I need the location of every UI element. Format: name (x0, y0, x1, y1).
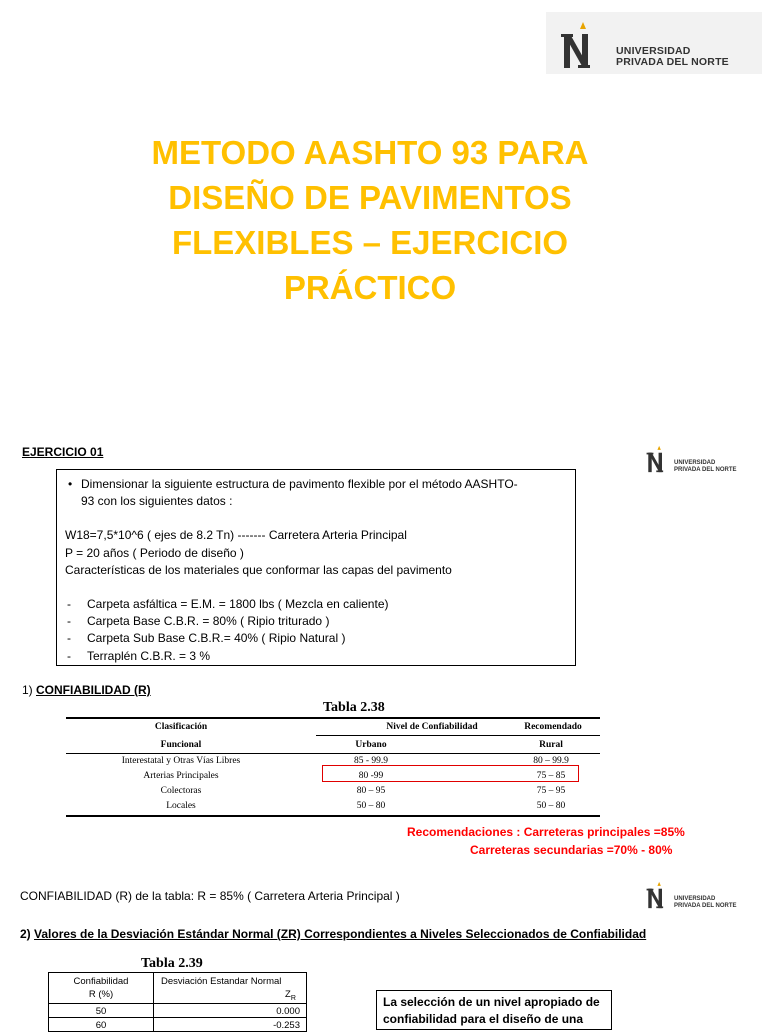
cell-urbano: 50 – 80 (356, 801, 386, 811)
header-desviacion: Desviación Estandar Normal (161, 976, 282, 987)
recommendation-line-2: Carreteras secundarias =70% - 80% (470, 843, 673, 857)
cell-rural: 80 – 99.9 (533, 756, 569, 766)
title-line-3: FLEXIBLES – EJERCICIO (171, 224, 569, 261)
title-line-4: PRÁCTICO (283, 269, 457, 306)
upn-n-logo-icon (646, 880, 670, 910)
header-nivel-confiabilidad: Nivel de Confiabilidad (386, 722, 478, 732)
header-rural: Rural (539, 740, 563, 750)
header-r-percent: R (%) (88, 989, 114, 1000)
table-2-38-title: Tabla 2.38 (323, 700, 385, 715)
header-z: Z (285, 989, 291, 1000)
university-logo-small (640, 876, 762, 916)
logo-line-2: PRIVADA DEL NORTE (616, 56, 729, 68)
arterias-principales-highlight (322, 765, 579, 782)
section-2-number: 2) (20, 927, 35, 941)
university-logo-text (674, 896, 737, 910)
section-1-number: 1) (22, 683, 37, 697)
statement-line-1: • Dimensionar la siguiente estructura de pavimento flexible por el método AASHTO- (81, 477, 518, 491)
period-line: P = 20 años ( Periodo de diseño ) (65, 545, 244, 560)
cell-clasificacion: Locales (166, 801, 196, 811)
cell-r: 50 (95, 1006, 107, 1017)
university-logo-small (640, 440, 762, 480)
header-confiabilidad: Confiabilidad (73, 976, 129, 987)
table-2-39 (48, 972, 307, 1032)
note-line-2: confiabilidad para el diseño de una (383, 1012, 584, 1026)
table-row (66, 786, 600, 799)
cell-clasificacion: Arterias Principales (143, 771, 219, 781)
cell-urbano: 85 - 99.9 (353, 756, 389, 766)
cell-r: 60 (95, 1020, 107, 1031)
upn-n-logo-icon (560, 20, 602, 70)
cell-rural: 50 – 80 (536, 801, 566, 811)
logo-line-1: UNIVERSIDAD (674, 896, 716, 902)
header-clasificacion: Clasificación (154, 722, 208, 732)
title-slide (0, 0, 768, 430)
materials-intro: Características de los materiales que conformar las capas del pavimento (65, 562, 452, 577)
university-logo-text (674, 460, 737, 474)
cell-z: 0.000 (276, 1006, 300, 1017)
header-recomendado: Recomendado (524, 722, 582, 732)
university-logo (546, 12, 762, 74)
layer-item: - Carpeta asfáltica = E.M. = 1800 lbs ( Mezcla en caliente) (65, 596, 567, 613)
exercise-statement (65, 476, 567, 510)
table-row (66, 801, 600, 814)
header-funcional: Funcional (160, 740, 202, 750)
university-logo-text (616, 46, 729, 68)
header-zr (285, 989, 296, 1002)
cell-urbano: 80 -99 (358, 771, 384, 781)
exercise-data-box (56, 469, 576, 666)
header-urbano: Urbano (355, 740, 387, 750)
section-2-heading (20, 927, 646, 941)
recommendation-line-1: Recomendaciones : Carreteras principales =85% (407, 825, 685, 839)
cell-rural: 75 – 85 (536, 771, 566, 781)
cell-rural: 75 – 95 (536, 786, 566, 796)
cell-urbano: 80 – 95 (356, 786, 386, 796)
layer-item: - Terraplén C.B.R. = 3 % (65, 648, 567, 665)
cell-clasificacion: Colectoras (160, 786, 202, 796)
logo-line-1: UNIVERSIDAD (674, 460, 716, 466)
section-1-heading (22, 683, 151, 697)
cell-z: -0.253 (273, 1020, 300, 1031)
exercise-heading: EJERCICIO 01 (22, 445, 104, 459)
presentation-title (120, 130, 620, 310)
logo-line-1: UNIVERSIDAD (616, 45, 691, 57)
header-z-sub: R (290, 994, 296, 1002)
upn-n-logo-icon (646, 444, 670, 474)
statement-line-2: 93 con los siguientes datos : (81, 494, 233, 509)
section-2-label: Valores de la Desviación Estándar Normal (ZR) Correspondientes a Niveles Seleccionados de Confiabilidad (34, 927, 647, 941)
layer-item: - Carpeta Sub Base C.B.R.= 40% ( Ripio Natural ) (65, 630, 567, 647)
logo-line-2: PRIVADA DEL NORTE (674, 467, 737, 473)
title-line-1: METODO AASHTO 93 PARA (151, 134, 589, 171)
cell-clasificacion: Interestatal y Otras Vías Libres (121, 756, 241, 766)
reliability-note-box (376, 990, 612, 1030)
section-1-label: CONFIABILIDAD (R) (36, 683, 151, 697)
confiabilidad-result: CONFIABILIDAD (R) de la tabla: R = 85% ( Carretera Arteria Principal ) (20, 889, 400, 903)
w18-line: W18=7,5*10^6 ( ejes de 8.2 Tn) ------- Carretera Arteria Principal (65, 528, 407, 543)
table-2-39-title: Tabla 2.39 (141, 956, 203, 971)
layer-item: - Carpeta Base C.B.R. = 80% ( Ripio triturado ) (65, 613, 567, 630)
note-line-1: La selección de un nivel apropiado de (383, 995, 600, 1009)
logo-line-2: PRIVADA DEL NORTE (674, 903, 737, 909)
title-line-2: DISEÑO DE PAVIMENTOS (168, 179, 572, 216)
